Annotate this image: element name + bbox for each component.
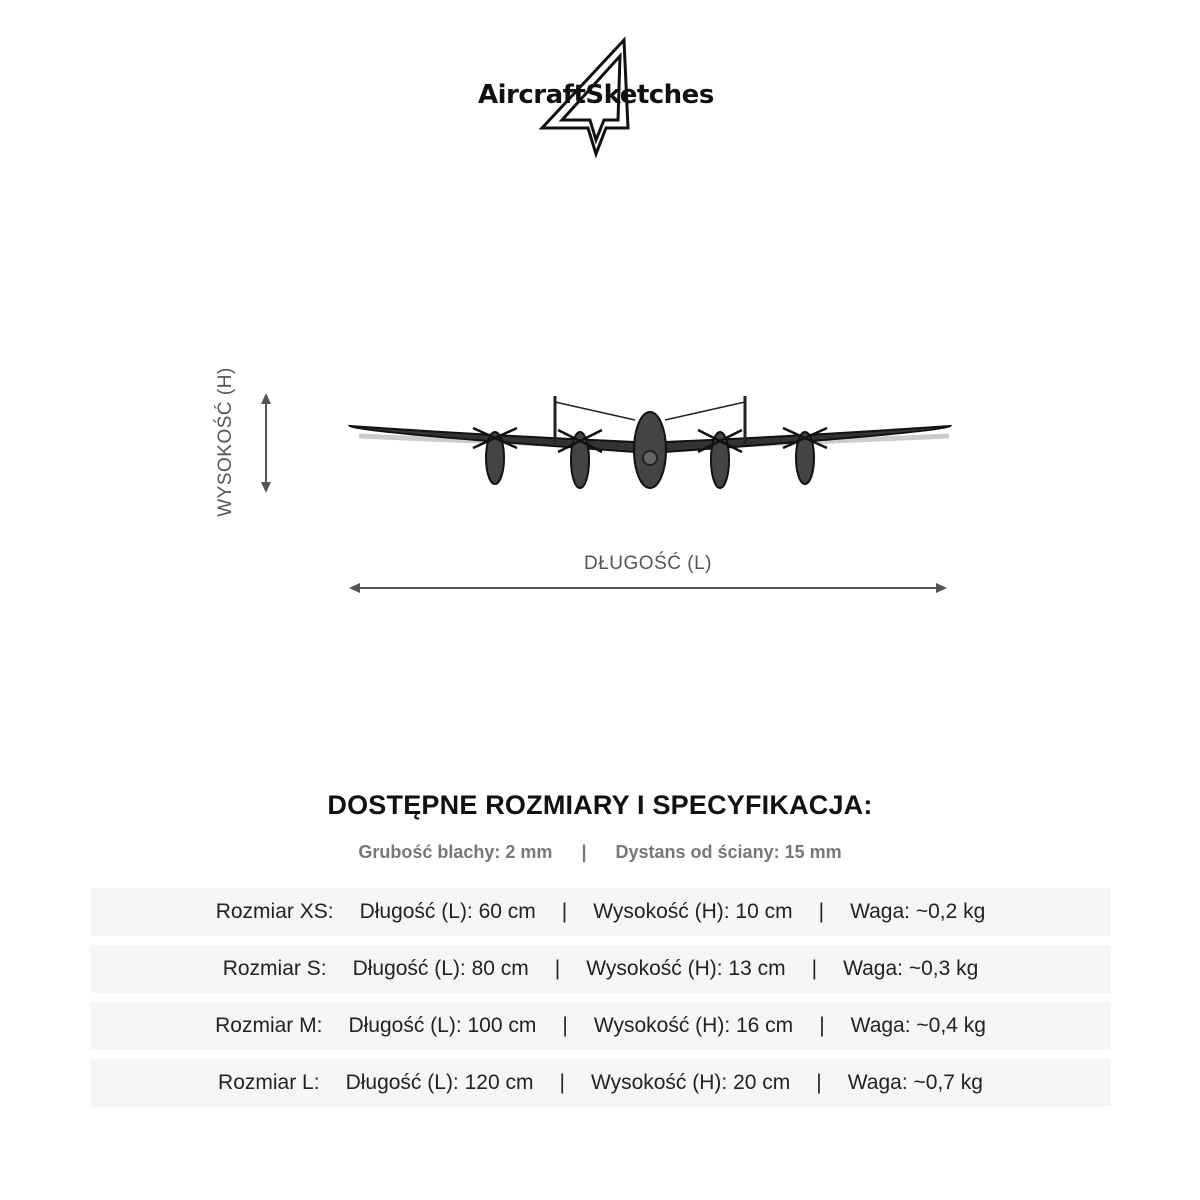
separator: |	[562, 1014, 568, 1037]
separator: |	[581, 842, 587, 862]
separator: |	[811, 957, 818, 980]
aircraft-silhouette-icon	[345, 390, 955, 505]
size-height: Wysokość (H): 13 cm	[586, 957, 786, 980]
specs-title: DOSTĘPNE ROZMIARY I SPECYFIKACJA:	[327, 790, 873, 820]
size-row-m	[90, 1002, 1111, 1050]
wall-distance: Dystans od ściany: 15 mm	[615, 842, 842, 862]
height-dimension-label: WYSOKOŚĆ (H)	[215, 367, 236, 517]
length-arrow-icon	[349, 583, 947, 593]
size-weight: Waga: ~0,2 kg	[850, 900, 986, 923]
height-arrow-icon	[261, 393, 271, 493]
size-name: Rozmiar XS:	[215, 900, 334, 923]
separator: |	[819, 1014, 825, 1037]
separator: |	[559, 1071, 565, 1094]
size-name: Rozmiar M:	[215, 1014, 323, 1037]
length-dimension-label: DŁUGOŚĆ (L)	[584, 553, 712, 574]
brand-name: AircraftSketches	[478, 80, 714, 110]
size-length: Długość (L): 80 cm	[352, 957, 529, 980]
separator: |	[818, 900, 825, 923]
size-length: Długość (L): 100 cm	[348, 1014, 537, 1037]
size-length: Długość (L): 60 cm	[359, 900, 536, 923]
separator: |	[561, 900, 568, 923]
size-row-xs	[90, 888, 1111, 936]
size-name: Rozmiar L:	[218, 1071, 320, 1094]
size-length: Długość (L): 120 cm	[345, 1071, 534, 1094]
size-weight: Waga: ~0,7 kg	[847, 1071, 983, 1094]
size-row-s	[90, 945, 1111, 993]
size-row-l	[90, 1059, 1111, 1107]
size-table	[90, 888, 1111, 1116]
size-name: Rozmiar S:	[222, 957, 327, 980]
size-height: Wysokość (H): 10 cm	[593, 900, 793, 923]
specs-subtitle	[0, 842, 1200, 863]
sheet-thickness: Grubość blachy: 2 mm	[358, 842, 553, 862]
separator: |	[554, 957, 561, 980]
size-weight: Waga: ~0,3 kg	[843, 957, 979, 980]
size-height: Wysokość (H): 16 cm	[593, 1014, 794, 1037]
size-height: Wysokość (H): 20 cm	[590, 1071, 791, 1094]
size-weight: Waga: ~0,4 kg	[850, 1014, 986, 1037]
separator: |	[816, 1071, 822, 1094]
